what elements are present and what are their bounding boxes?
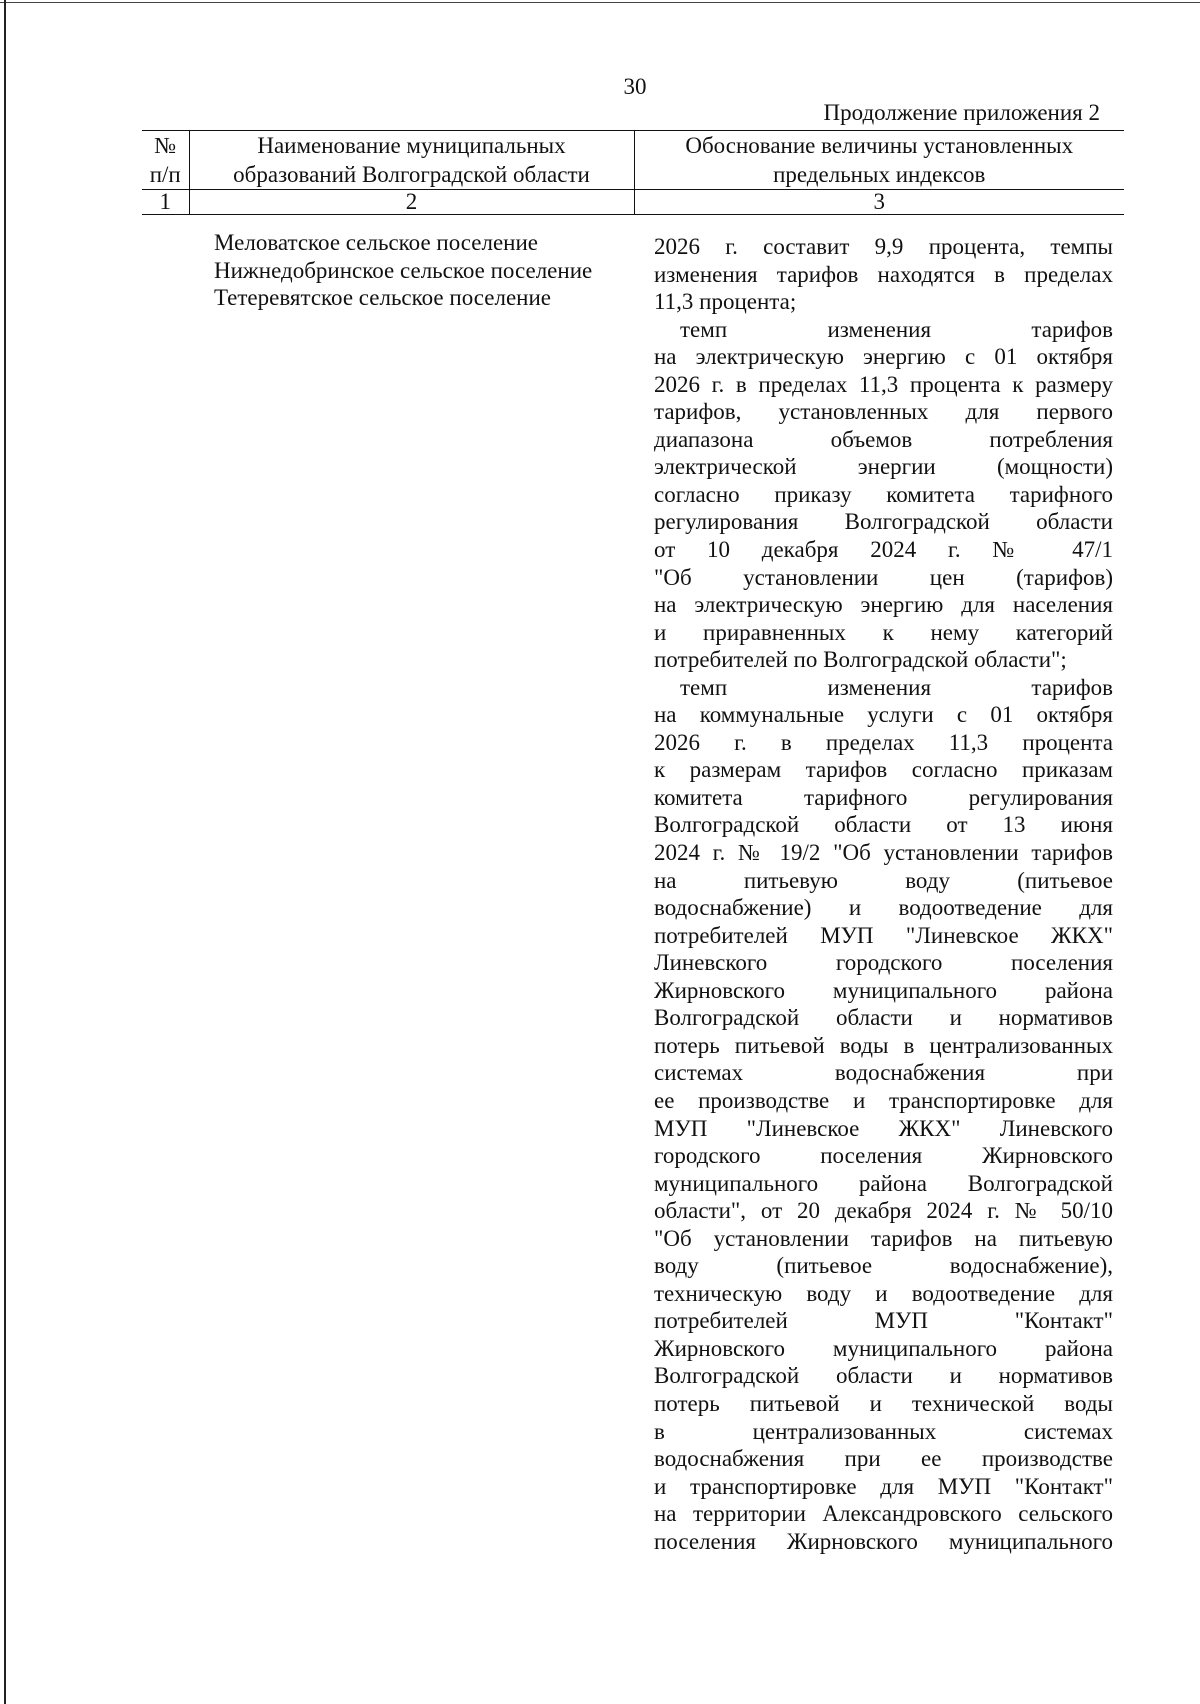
justification-line: потребителей МУП "Линевское ЖКХ" (654, 922, 1113, 948)
continuation-label: Продолжение приложения 2 (823, 100, 1100, 125)
justification-line: комитета тарифного регулирования (654, 784, 1113, 810)
justification-line: электрической энергии (мощности) (654, 454, 1113, 480)
justification-line: 2026 г. в пределах 11,3 процента к размеру (654, 371, 1113, 397)
justification-line: поселения Жирновского муниципального (654, 1528, 1113, 1554)
justification-line: на электрическую энергию для населения (654, 592, 1113, 618)
justification-line: темп изменения тарифов (680, 316, 1113, 342)
header-row (142, 131, 1124, 190)
justification-line: системах водоснабжения при (654, 1060, 1113, 1086)
justification-line: потерь питьевой воды в централизованных (654, 1032, 1113, 1058)
justification-line: Линевского городского поселения (654, 950, 1113, 976)
justification-text (654, 233, 1113, 1555)
justification-line: 2026 г. составит 9,9 процента, темпы (654, 234, 1113, 259)
justification-line: регулирования Волгоградской области (654, 509, 1113, 535)
municipality-item: Меловатское сельское поселение (214, 230, 538, 255)
justification-line: водоснабжения при ее производстве (654, 1446, 1113, 1472)
justification-line: диапазона объемов потребления (654, 426, 1113, 452)
justification-line: 11,3 процента; (654, 289, 797, 315)
justification-line: тарифов, установленных для первого (654, 399, 1113, 425)
justification-line: и приравненных к нему категорий (654, 619, 1113, 645)
header-name: Наименование муниципальных образований Волгоградской области (189, 131, 634, 190)
header-num: № п/п (142, 131, 189, 190)
municipality-list (214, 229, 644, 312)
justification-line: от 10 декабря 2024 г. № 47/1 (654, 537, 1113, 563)
justification-line: темп изменения тарифов (680, 674, 1113, 700)
header-justification: Обоснование величины установленных предельных индексов (634, 131, 1124, 190)
justification-line: МУП "Линевское ЖКХ" Линевского (654, 1115, 1113, 1141)
header-table (142, 130, 1124, 215)
justification-line: на коммунальные услуги с 01 октября (654, 702, 1113, 728)
justification-line: Волгоградской области и нормативов (654, 1005, 1113, 1031)
justification-line: области", от 20 декабря 2024 г. № 50/10 (654, 1198, 1113, 1224)
justification-line: воду (питьевое водоснабжение), (654, 1253, 1113, 1279)
justification-line: Волгоградской области от 13 июня (654, 812, 1113, 838)
column-number-1: 1 (142, 190, 189, 215)
column-number-2: 2 (189, 190, 634, 215)
justification-line: Волгоградской области и нормативов (654, 1363, 1113, 1389)
justification-line: ее производстве и транспортировке для (654, 1087, 1113, 1113)
justification-line: Жирновского муниципального района (654, 1335, 1113, 1361)
justification-line: к размерам тарифов согласно приказам (654, 757, 1113, 783)
justification-line: "Об установлении цен (тарифов) (654, 564, 1113, 590)
page-edge-top (0, 2, 1200, 3)
justification-line: Жирновского муниципального района (654, 977, 1113, 1003)
page-number: 30 (623, 74, 647, 99)
column-number-row (142, 190, 1124, 215)
justification-line: "Об установлении тарифов на питьевую (654, 1225, 1113, 1251)
justification-line: техническую воду и водоотведение для (654, 1280, 1113, 1306)
justification-line: на питьевую воду (питьевое (654, 867, 1113, 893)
justification-line: потребителей по Волгоградской области"; (654, 647, 1067, 673)
justification-line: изменения тарифов находятся в пределах (654, 261, 1113, 287)
justification-line: водоснабжение) и водоотведение для (654, 895, 1113, 921)
justification-line: городского поселения Жирновского (654, 1143, 1113, 1169)
justification-line: муниципального района Волгоградской (654, 1170, 1113, 1196)
justification-line: на территории Александровского сельского (654, 1501, 1113, 1527)
page-edge-left (4, 0, 6, 1704)
justification-line: согласно приказу комитета тарифного (654, 481, 1113, 507)
justification-line: потерь питьевой и технической воды (654, 1390, 1113, 1416)
municipality-item: Тетеревятское сельское поселение (214, 285, 551, 311)
municipality-item: Нижнедобринское сельское поселение (214, 257, 593, 283)
column-number-3: 3 (634, 190, 1124, 215)
justification-line: 2026 г. в пределах 11,3 процента (654, 729, 1113, 755)
justification-line: 2024 г. № 19/2 "Об установлении тарифов (654, 840, 1113, 866)
justification-line: потребителей МУП "Контакт" (654, 1308, 1113, 1334)
justification-line: и транспортировке для МУП "Контакт" (654, 1473, 1113, 1499)
justification-line: в централизованных системах (654, 1418, 1113, 1444)
justification-line: на электрическую энергию с 01 октября (654, 344, 1113, 370)
